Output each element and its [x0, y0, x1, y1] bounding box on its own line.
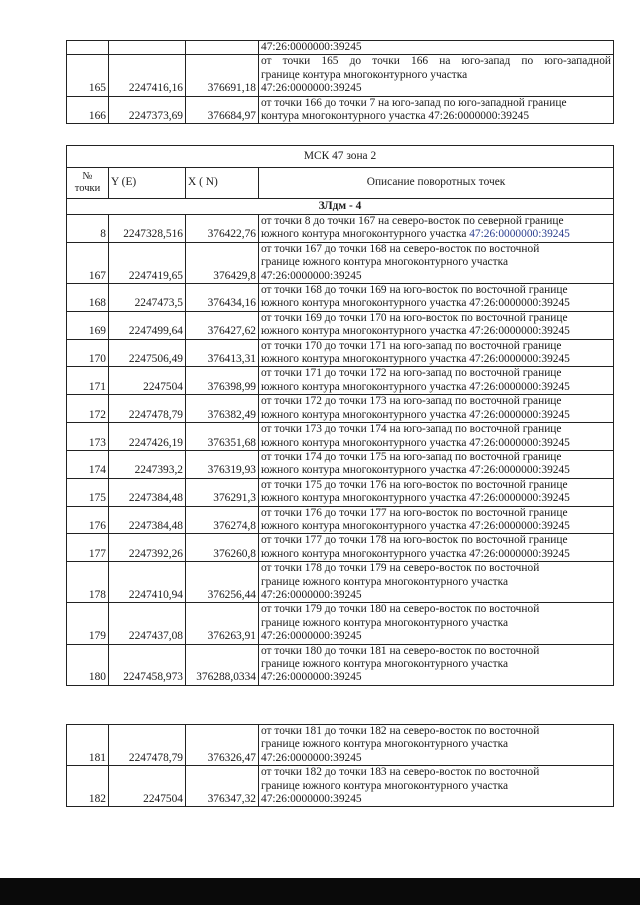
point-description	[259, 55, 614, 96]
description-line: 47:26:0000000:39245	[261, 269, 362, 282]
coord-x: 376684,97	[186, 96, 259, 124]
table-row	[67, 562, 614, 603]
coord-x: 376413,31	[186, 339, 259, 367]
table-row	[67, 242, 614, 283]
point-description	[259, 644, 614, 685]
point-number: 181	[67, 725, 109, 766]
table-row	[67, 478, 614, 506]
point-number: 175	[67, 478, 109, 506]
point-number: 8	[67, 215, 109, 243]
group-label: ЗЛдм - 4	[67, 199, 614, 215]
coord-y: 2247478,79	[109, 725, 186, 766]
description-line: от точки 169 до точки 170 на юго-восток по восточной границе	[261, 311, 568, 324]
description-line: 47:26:0000000:39245	[261, 630, 362, 643]
description-line: 47:26:0000000:39245	[261, 41, 362, 53]
description-line: 47:26:0000000:39245	[261, 671, 362, 684]
table-row	[67, 339, 614, 367]
description-line	[261, 228, 611, 241]
description-line: границе южного контура многоконтурного участка	[261, 779, 508, 792]
table-row	[67, 96, 614, 124]
coord-y: 2247392,26	[109, 534, 186, 562]
point-description	[259, 367, 614, 395]
point-number: 169	[67, 311, 109, 339]
point-description	[259, 242, 614, 283]
description-line: от точки 171 до точки 172 на юго-запад по восточной границе	[261, 367, 562, 380]
description-line: южного контура многоконтурного участка 47:26:0000000:39245	[261, 547, 570, 560]
point-description	[259, 534, 614, 562]
point-number: 173	[67, 423, 109, 451]
col-header-y: Y (E)	[109, 168, 186, 199]
description-line: южного контура многоконтурного участка 47:26:0000000:39245	[261, 408, 570, 421]
coord-x: 376422,76	[186, 215, 259, 243]
table-row	[67, 215, 614, 243]
point-number: 176	[67, 506, 109, 534]
coord-x: 376691,18	[186, 55, 259, 96]
coord-x: 376382,49	[186, 395, 259, 423]
coord-y: 2247504	[109, 367, 186, 395]
table-row	[67, 311, 614, 339]
table-row	[67, 644, 614, 685]
description-line: южного контура многоконтурного участка 47:26:0000000:39245	[261, 380, 570, 393]
coord-y: 2247426,19	[109, 423, 186, 451]
main-table-body	[67, 215, 614, 686]
main-coordinates-table	[66, 145, 614, 686]
point-description	[259, 215, 614, 243]
bottom-coordinates-table	[66, 724, 614, 807]
description-line: от точки 175 до точки 176 на юго-восток по восточной границе	[261, 478, 568, 491]
coord-x: 376288,0334	[186, 644, 259, 685]
coord-x: 376291,3	[186, 478, 259, 506]
coord-y	[109, 41, 186, 55]
point-description	[259, 562, 614, 603]
point-number: 178	[67, 562, 109, 603]
coord-y: 2247393,2	[109, 450, 186, 478]
table-row	[67, 284, 614, 312]
description-line: от точки 172 до точки 173 на юго-запад по восточной границе	[261, 395, 562, 408]
description-line: границе южного контура многоконтурного участка	[261, 256, 508, 269]
point-number	[67, 41, 109, 55]
coord-y: 2247410,94	[109, 562, 186, 603]
point-number: 182	[67, 766, 109, 807]
col-header-description: Описание поворотных точек	[259, 168, 614, 199]
coord-x: 376260,8	[186, 534, 259, 562]
point-number: 167	[67, 242, 109, 283]
coord-x: 376434,16	[186, 284, 259, 312]
description-line: от точки 173 до точки 174 на юго-запад по восточной границе	[261, 423, 562, 436]
point-description	[259, 423, 614, 451]
description-line: от точки 177 до точки 178 на юго-восток по восточной границе	[261, 534, 568, 547]
point-description	[259, 725, 614, 766]
description-line: от точки 179 до точки 180 на северо-восток по восточной	[261, 603, 540, 616]
point-number: 179	[67, 603, 109, 644]
scan-bottom-edge	[0, 878, 640, 905]
coord-y: 2247506,49	[109, 339, 186, 367]
description-line: границе южного контура многоконтурного участка	[261, 658, 508, 670]
bottom-table-body	[67, 725, 614, 807]
table-row	[67, 395, 614, 423]
coord-y: 2247419,65	[109, 242, 186, 283]
coord-y: 2247328,516	[109, 215, 186, 243]
coord-x: 376319,93	[186, 450, 259, 478]
coord-x: 376326,47	[186, 725, 259, 766]
description-line: от точки 180 до точки 181 на северо-восток по восточной	[261, 644, 540, 657]
cadastral-number: 47:26:0000000:39245	[469, 228, 570, 241]
point-number: 171	[67, 367, 109, 395]
coord-y: 2247504	[109, 766, 186, 807]
point-number: 174	[67, 450, 109, 478]
description-line: от точки 174 до точки 175 на юго-запад по восточной границе	[261, 450, 562, 463]
col-header-x: X ( N)	[186, 168, 259, 199]
description-line: южного контура многоконтурного участка 47:26:0000000:39245	[261, 519, 570, 532]
description-line: южного контура многоконтурного участка 47:26:0000000:39245	[261, 297, 570, 310]
point-description	[259, 284, 614, 312]
point-number: 165	[67, 55, 109, 96]
col-header-point-number: № точки	[67, 168, 109, 199]
coord-x: 376398,99	[186, 367, 259, 395]
table-row	[67, 450, 614, 478]
description-line: от точки 181 до точки 182 на северо-восток по восточной	[261, 725, 540, 737]
description-line: 47:26:0000000:39245	[261, 82, 362, 95]
point-description	[259, 766, 614, 807]
coord-x: 376274,8	[186, 506, 259, 534]
description-text: южного контура многоконтурного участка	[261, 228, 470, 241]
coord-y: 2247373,69	[109, 96, 186, 124]
coord-x: 376263,91	[186, 603, 259, 644]
table-row	[67, 603, 614, 644]
point-number: 166	[67, 96, 109, 124]
description-line: от точки 178 до точки 179 на северо-восток по восточной	[261, 562, 540, 575]
coord-y: 2247473,5	[109, 284, 186, 312]
point-description	[259, 311, 614, 339]
point-description	[259, 339, 614, 367]
description-line: границе южного контура многоконтурного участка	[261, 738, 508, 751]
description-line: 47:26:0000000:39245	[261, 793, 362, 806]
point-number: 170	[67, 339, 109, 367]
point-description	[259, 603, 614, 644]
table-row	[67, 725, 614, 766]
point-number: 172	[67, 395, 109, 423]
description-line: южного контура многоконтурного участка 47:26:0000000:39245	[261, 353, 570, 366]
point-number: 168	[67, 284, 109, 312]
coord-y: 2247437,08	[109, 603, 186, 644]
point-number: 177	[67, 534, 109, 562]
description-line: от точки 165 до точки 166 на юго-запад по юго-западной	[261, 55, 611, 68]
table-row	[67, 506, 614, 534]
coord-y: 2247499,64	[109, 311, 186, 339]
point-description	[259, 41, 614, 55]
description-line: южного контура многоконтурного участка 47:26:0000000:39245	[261, 325, 570, 338]
description-line: контура многоконтурного участка 47:26:0000000:39245	[261, 110, 530, 123]
coord-x: 376429,8	[186, 242, 259, 283]
point-number: 180	[67, 644, 109, 685]
top-table-body	[67, 41, 614, 124]
description-line: от точки 182 до точки 183 на северо-восток по восточной	[261, 766, 540, 779]
table-row	[67, 367, 614, 395]
table-title: МСК 47 зона 2	[67, 146, 614, 168]
coord-x	[186, 41, 259, 55]
coord-y: 2247416,16	[109, 55, 186, 96]
description-line: от точки 167 до точки 168 на северо-восток по восточной	[261, 242, 540, 255]
table-row	[67, 55, 614, 96]
coord-x: 376347,32	[186, 766, 259, 807]
point-description	[259, 450, 614, 478]
description-line: границе южного контура многоконтурного участка	[261, 575, 508, 588]
description-line: от точки 168 до точки 169 на юго-восток по восточной границе	[261, 284, 568, 297]
coord-x: 376256,44	[186, 562, 259, 603]
description-line: от точки 8 до точки 167 на северо-восток по северной границе	[261, 215, 564, 227]
point-description	[259, 96, 614, 124]
description-line: от точки 176 до точки 177 на юго-восток по восточной границе	[261, 506, 568, 519]
description-line: границе контура многоконтурного участка	[261, 68, 468, 81]
coord-y: 2247478,79	[109, 395, 186, 423]
top-coordinates-table	[66, 40, 614, 124]
coord-y: 2247384,48	[109, 506, 186, 534]
coord-y: 2247384,48	[109, 478, 186, 506]
description-line: 47:26:0000000:39245	[261, 751, 362, 764]
description-line: южного контура многоконтурного участка 47:26:0000000:39245	[261, 492, 570, 505]
description-line: 47:26:0000000:39245	[261, 588, 362, 601]
table-row	[67, 423, 614, 451]
description-line: от точки 166 до точки 7 на юго-запад по юго-западной границе	[261, 96, 567, 109]
coord-x: 376351,68	[186, 423, 259, 451]
coord-x: 376427,62	[186, 311, 259, 339]
description-line: от точки 170 до точки 171 на юго-запад по восточной границе	[261, 339, 562, 352]
coord-y: 2247458,973	[109, 644, 186, 685]
point-description	[259, 478, 614, 506]
point-description	[259, 506, 614, 534]
table-row	[67, 766, 614, 807]
table-row	[67, 41, 614, 55]
description-line: южного контура многоконтурного участка 47:26:0000000:39245	[261, 436, 570, 449]
description-line: границе южного контура многоконтурного участка	[261, 616, 508, 629]
point-description	[259, 395, 614, 423]
table-row	[67, 534, 614, 562]
description-line: южного контура многоконтурного участка 47:26:0000000:39245	[261, 464, 570, 477]
